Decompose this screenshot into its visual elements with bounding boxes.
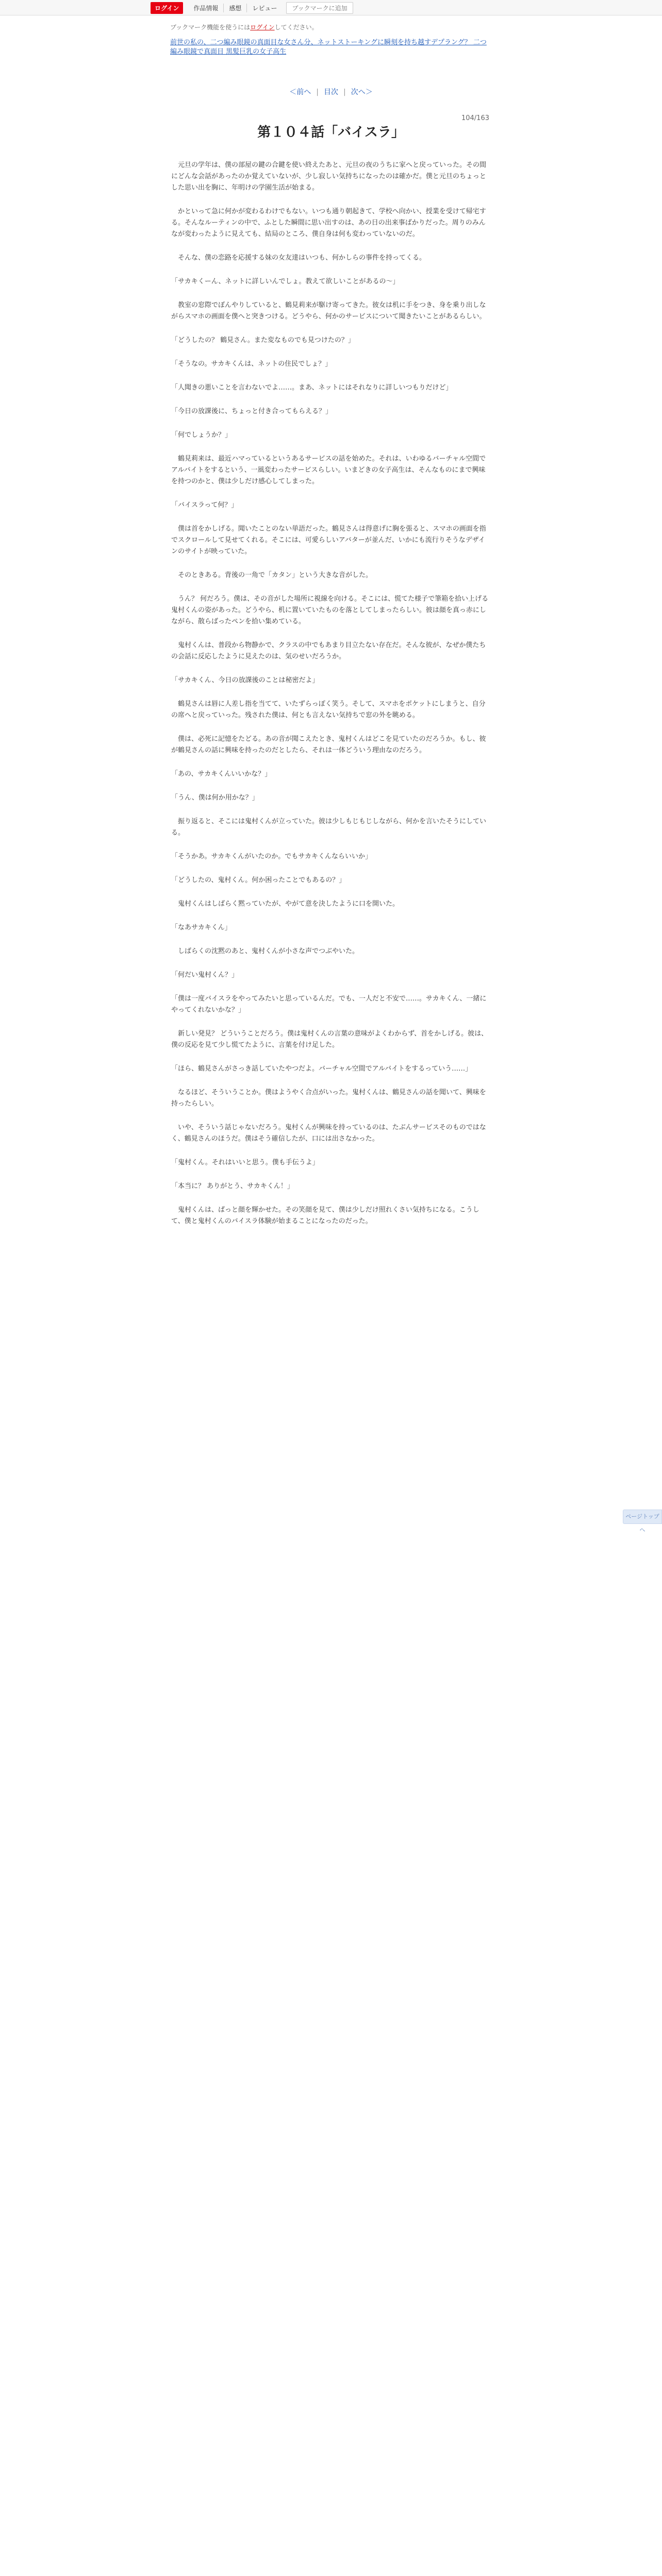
novel-paragraph: 「うん、僕は何か用かな？」 bbox=[171, 794, 259, 802]
novel-paragraph: 「バイスラって何？」 bbox=[171, 501, 238, 509]
add-bookmark-button[interactable]: ブックマークに追加 bbox=[286, 2, 353, 14]
novel-paragraph: いや、そういう話じゃないだろう。鬼村くんが興味を持っているのは、たぶんサービスそのものではなく、鶴見さんのほうだ。僕はそう確信したが、口には出さなかった。 bbox=[171, 1124, 486, 1143]
novel-paragraph: 「サカキくーん、ネットに詳しいんでしょ。教えて欲しいことがあるの〜」 bbox=[171, 278, 400, 285]
pager bbox=[0, 87, 662, 97]
novel-paragraph: 「そうなの。サカキくんは、ネットの住民でしょ？」 bbox=[171, 360, 332, 368]
pager-separator: | bbox=[316, 88, 319, 96]
novel-paragraph: 「人聞きの悪いことを言わないでよ……。まあ、ネットにはそれなりに詳しいつもりだけど」 bbox=[171, 384, 453, 392]
novel-paragraph: 新しい発見？ どういうことだろう。僕は鬼村くんの言葉の意味がよくわからず、首をかしげる。彼は、僕の反応を見て少し慌てたように、言葉を付け足した。 bbox=[171, 1030, 488, 1049]
novel-paragraph: そのときある。背後の一角で「カタン」という大きな音がした。 bbox=[171, 571, 373, 579]
novel-paragraph: 鬼村くんはしばらく黙っていたが、やがて意を決したように口を開いた。 bbox=[171, 900, 400, 908]
prev-link[interactable]: ＜前へ bbox=[289, 88, 311, 96]
novel-paragraph: 鬼村くんは、ぱっと顔を輝かせた。その笑顔を見て、僕は少しだけ照れくさい気持ちになる。こうして、僕と鬼村くんのバイスラ体験が始まることになったのだった。 bbox=[171, 1206, 479, 1225]
novel-paragraph: 「何でしょうか？」 bbox=[171, 431, 232, 439]
next-link[interactable]: 次へ＞ bbox=[351, 88, 373, 96]
nav-review[interactable]: レビュー bbox=[246, 4, 282, 12]
novel-paragraph: 鬼村くんは、普段から物静かで、クラスの中でもあまり目立たない存在だ。そんな彼が、なぜか僕たちの会話に反応したように見えたのは、気のせいだろうか。 bbox=[171, 641, 486, 660]
novel-paragraph: 「ほら、鶴見さんがさっき話していたやつだよ。バーチャル空間でアルバイトをするっていう……」 bbox=[171, 1065, 472, 1073]
novel-paragraph: 「どうしたの、鬼村くん。何か困ったことでもあるの？」 bbox=[171, 876, 346, 884]
nav-work-info[interactable]: 作品情報 bbox=[193, 4, 219, 12]
top-nav bbox=[188, 4, 282, 12]
novel-paragraph: 「なあサカキくん」 bbox=[171, 924, 231, 931]
pager-separator: | bbox=[343, 88, 346, 96]
novel-paragraph: なるほど、そういうことか。僕はようやく合点がいった。鬼村くんは、鶴見さんの話を聞いて、興味を持ったらしい。 bbox=[171, 1089, 486, 1108]
episode-counter: 104/163 bbox=[461, 114, 489, 122]
novel-paragraph: うん？ 何だろう。僕は、その音がした場所に視線を向ける。そこには、慌てた様子で筆箱を拾い上げる鬼村くんの姿があった。どうやら、机に置いていたものを落としてしまったらしい。彼は顔を真っ赤にしながら、散らばったペンを拾い集めている。 bbox=[171, 595, 489, 625]
top-bar-inner bbox=[151, 3, 353, 13]
novel-paragraph: 教室の窓際でぼんやりしていると、鶴見莉来が駆け寄ってきた。彼女は机に手をつき、身を乗り出しながらスマホの画面を僕へと突きつける。どうやら、何かのサービスについて聞きたいことがあるらしい。 bbox=[171, 301, 486, 320]
notice-login-link[interactable]: ログイン bbox=[250, 24, 275, 31]
novel-paragraph: 元旦の学年は、僕の部屋の鍵の合鍵を使い終えたあと、元旦の夜のうちに家へと戻っていった。その間にどんな会話があったのか覚えていないが、少し寂しい気持ちになったのは確かだ。僕と元旦のちょっとした思い出を胸に、年明けの学園生活が始まる。 bbox=[171, 161, 487, 192]
notice-prefix: ブックマーク機能を使うには bbox=[170, 24, 251, 31]
top-bar bbox=[0, 0, 662, 15]
novel-paragraph: 「どうしたの？ 鶴見さん。また変なものでも見つけたの？」 bbox=[171, 336, 355, 344]
novel-paragraph: 振り返ると、そこには鬼村くんが立っていた。彼は少しもじもじしながら、何かを言いたそうにしている。 bbox=[171, 818, 487, 837]
novel-paragraph: 鶴見さんは唇に人差し指を当てて、いたずらっぽく笑う。そして、スマホをポケットにしまうと、自分の席へと戻っていった。残された僕は、何とも言えない気持ちで窓の外を眺める。 bbox=[171, 700, 486, 719]
novel-paragraph: 僕は首をかしげる。聞いたことのない単語だった。鶴見さんは得意げに胸を張ると、スマホの画面を指でスクロールして見せてくれる。そこには、可愛らしいアバターが並んだ、いかにも流行りそうなデザインのサイトが映っていた。 bbox=[171, 525, 486, 555]
toc-link[interactable]: 目次 bbox=[324, 88, 338, 96]
login-notice bbox=[170, 23, 318, 31]
notice-suffix: してください。 bbox=[274, 24, 318, 31]
novel-paragraph: 「僕は一度バイスラをやってみたいと思っているんだ。でも、一人だと不安で……。サカキくん、一緒にやってくれないかな？」 bbox=[171, 995, 487, 1014]
login-button[interactable]: ログイン bbox=[151, 2, 183, 14]
series-title-link[interactable]: 前世の私の、二つ編み眼鏡の真面目な女さん分、ネットストーキングに瞬刻を持ち越すデプラング？ 二つ編み眼鏡で真面目 黒髪巨乳の女子高生 bbox=[170, 39, 487, 56]
novel-paragraph: かといって急に何かが変わるわけでもない。いつも通り朝起きて、学校へ向かい、授業を受けて帰宅する。そんなルーティンの中で、ふとした瞬間に思い出すのは、あの日の出来事ばかりだった。周りのみんなが変わったように見えても、結局のところ、僕自身は何も変わっていないのだ。 bbox=[171, 208, 486, 238]
novel-paragraph: 「本当に？ ありがとう、サカキくん！」 bbox=[171, 1182, 294, 1190]
novel-paragraph: 僕は、必死に記憶をたどる。あの音が聞こえたとき、鬼村くんはどこを見ていたのだろうか。もし、彼が鶴見さんの話に興味を持ったのだとしたら、それは一体どういう理由なのだろう。 bbox=[171, 735, 486, 754]
novel-paragraph: 「鬼村くん。それはいいと思う。僕も手伝うよ」 bbox=[171, 1159, 319, 1166]
novel-paragraph: 「そうかあ。サカキくんがいたのか。でもサカキくんならいいか」 bbox=[171, 853, 372, 860]
novel-paragraph: 鶴見莉来は、最近ハマっているというあるサービスの話を始めた。それは、いわゆるバーチャル空間でアルバイトをするという、一風変わったサービスらしい。いまどきの女子高生は、そんなものにまで興味を持つのかと、僕は少しだけ感心してしまった。 bbox=[171, 455, 486, 485]
scroll-top-button[interactable]: ページトップへ bbox=[623, 1510, 662, 1524]
novel-paragraph: 「サカキくん、今日の放課後のことは秘密だよ」 bbox=[171, 676, 319, 684]
nav-impressions[interactable]: 感想 bbox=[223, 4, 246, 12]
novel-paragraph: 「あの、サカキくんいいかな？」 bbox=[171, 770, 272, 778]
novel-body bbox=[171, 160, 491, 1240]
novel-paragraph: 「何だい鬼村くん？」 bbox=[171, 971, 239, 979]
novel-paragraph: そんな、僕の恋路を応援する妹の女友達はいつも、何かしらの事件を持ってくる。 bbox=[171, 254, 426, 262]
novel-paragraph: 「今日の放課後に、ちょっと付き合ってもらえる？」 bbox=[171, 408, 333, 415]
episode-title: 第１０４話「バイスラ」 bbox=[257, 125, 405, 140]
novel-paragraph: しばらくの沈黙のあと、鬼村くんが小さな声でつぶやいた。 bbox=[171, 947, 359, 955]
